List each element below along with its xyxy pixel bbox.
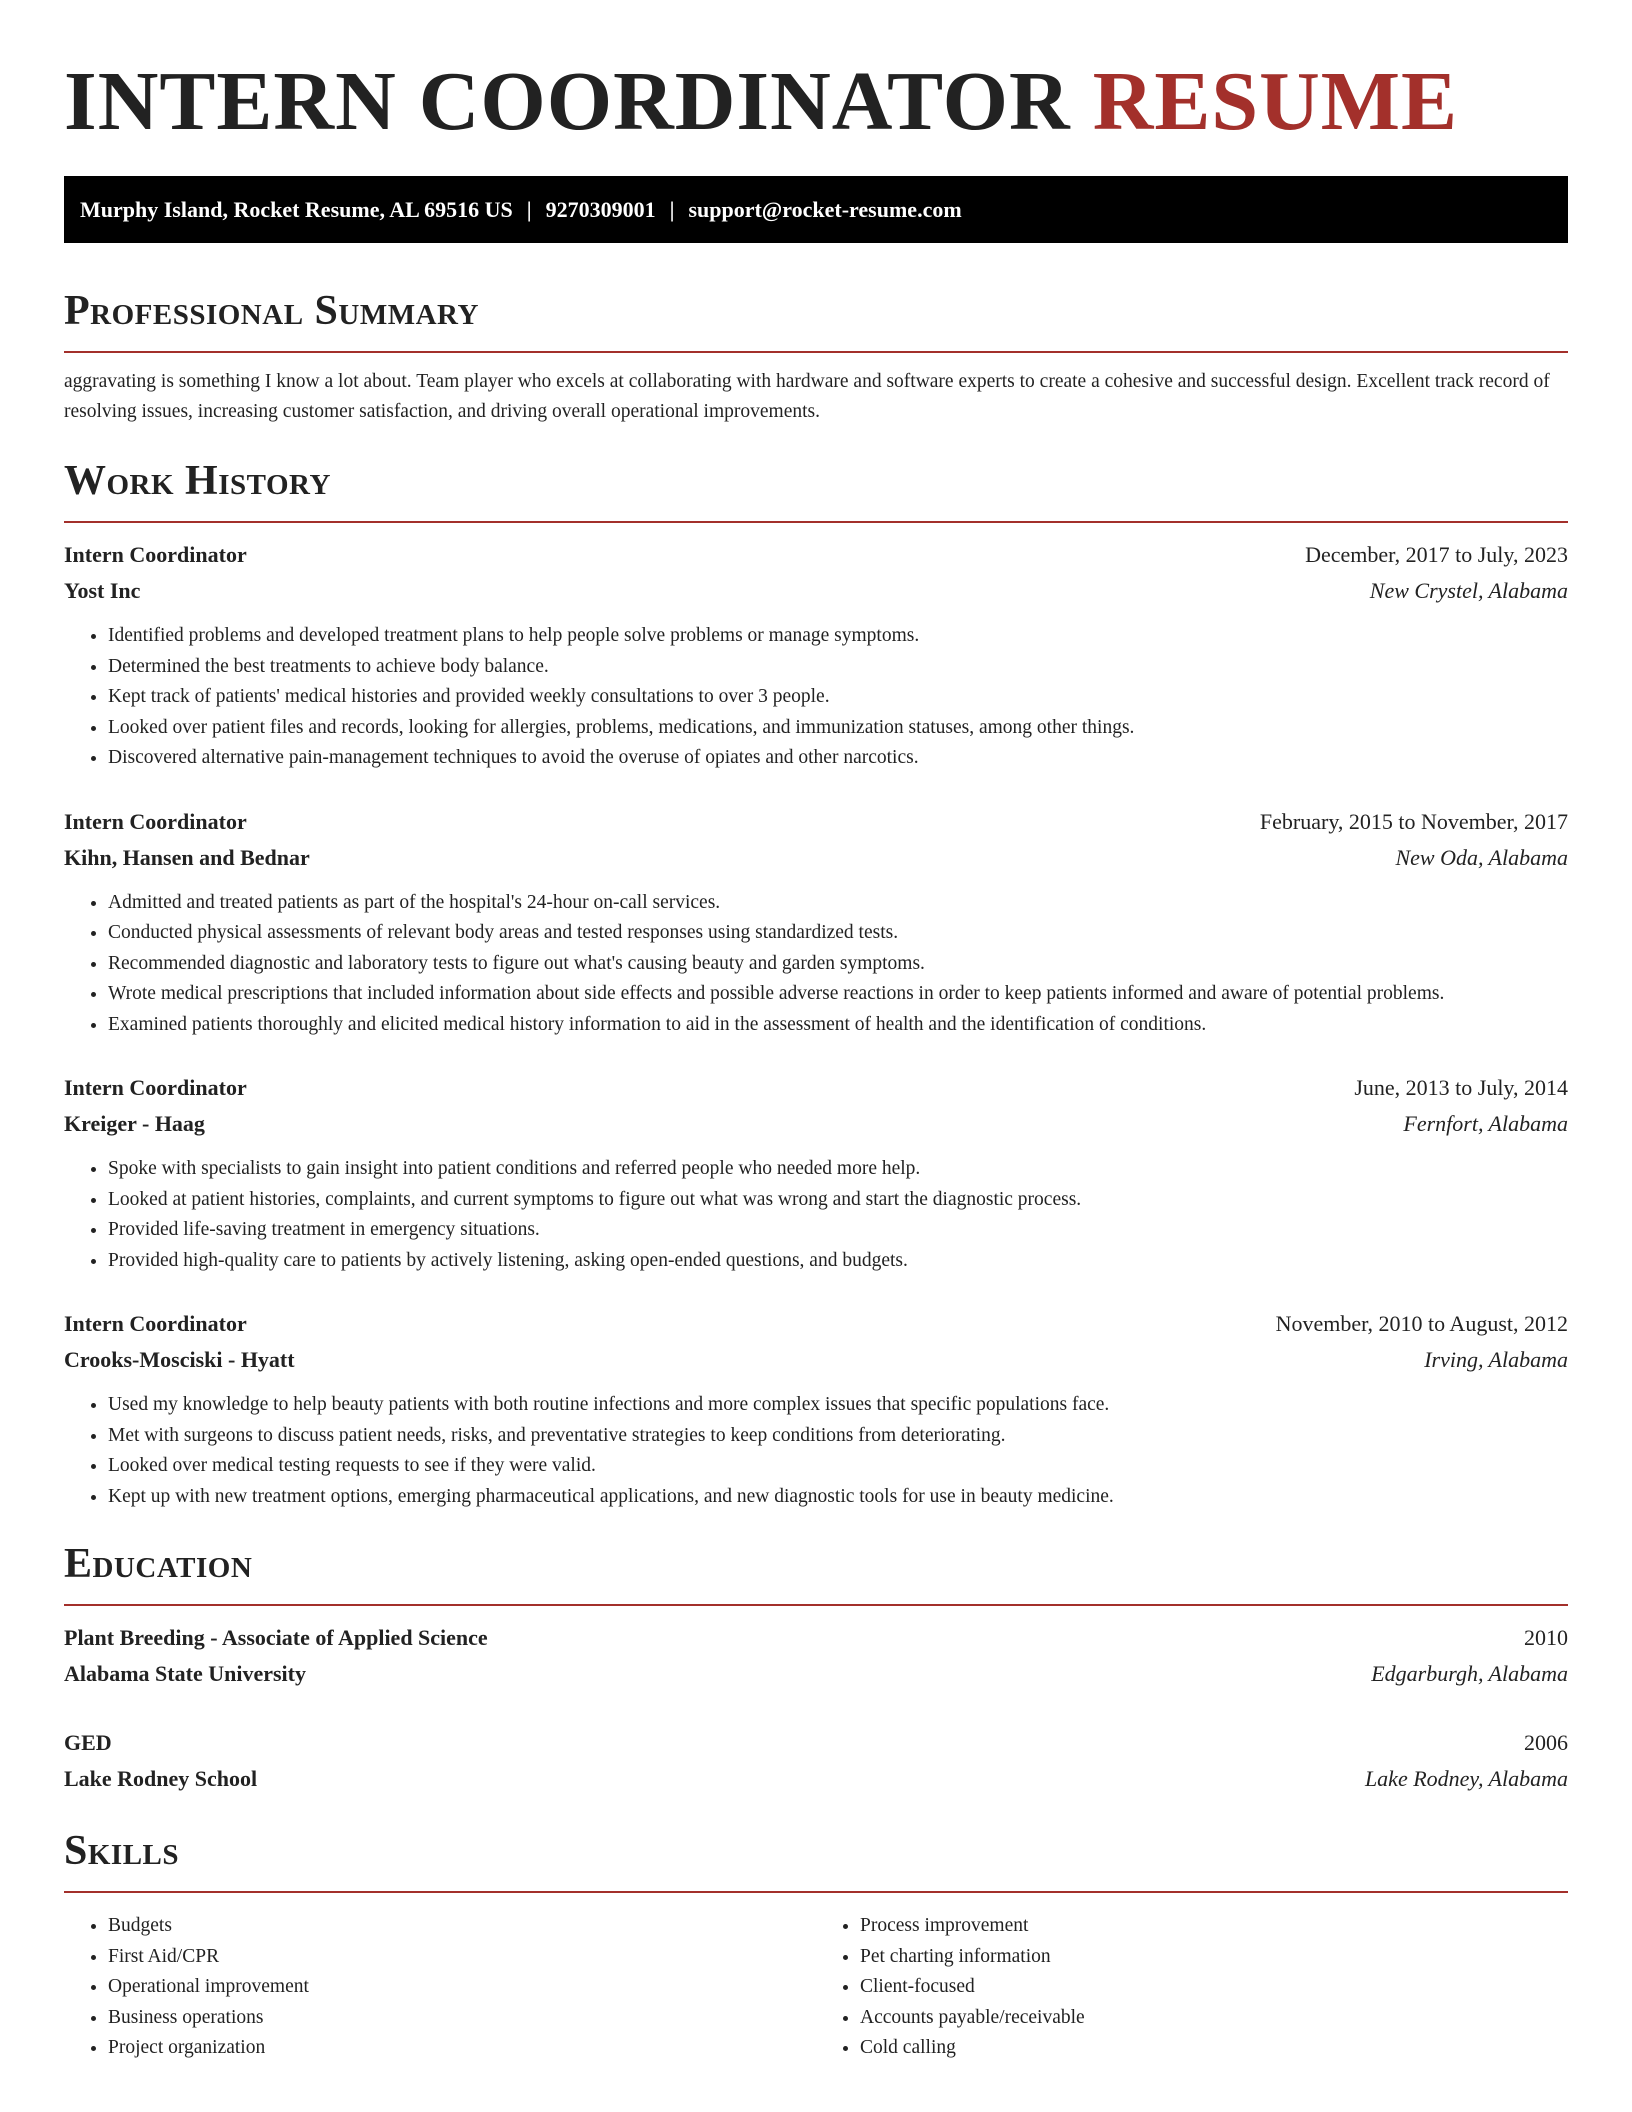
skill-item: • Operational improvement [108, 1972, 816, 2003]
section-title-work-history: Work History [64, 458, 331, 504]
job-duty-item: • Recommended diagnostic and laboratory tests to figure out what's causing beauty and garden symptoms. [108, 949, 1568, 980]
work-history-section [64, 457, 1568, 1512]
education-school: Alabama State University [64, 1661, 306, 1686]
education-degree: Plant Breeding - Associate of Applied Science [64, 1625, 488, 1650]
education-entry [64, 1620, 1568, 1692]
job-dates: June, 2013 to July, 2014 [1354, 1075, 1568, 1100]
contact-email: support@rocket-resume.com [688, 197, 962, 222]
job-duty-item: • Looked over patient files and records, looking for allergies, problems, medications, and immunization statuses, among other things. [108, 713, 1568, 744]
education-degree: GED [64, 1730, 112, 1755]
job-duty-item: • Provided life-saving treatment in emergency situations. [108, 1215, 1568, 1246]
job-duty-item: • Wrote medical prescriptions that included information about side effects and possible adverse reactions in order to keep patients informed and aware of potential problems. [108, 979, 1568, 1010]
job-duty-item: • Kept track of patients' medical histories and provided weekly consultations to over 3 people. [108, 682, 1568, 713]
education-school: Lake Rodney School [64, 1766, 258, 1791]
skill-item: • Budgets [108, 1911, 816, 1942]
job-duty-item: • Spoke with specialists to gain insight into patient conditions and referred people who needed more help. [108, 1154, 1568, 1185]
job-title: Intern Coordinator [64, 1311, 247, 1336]
skill-item: • Cold calling [860, 2033, 1568, 2064]
skills-list-right [816, 1911, 1568, 2064]
title-accent: RESUME [1092, 55, 1459, 148]
section-divider [64, 1604, 1568, 1606]
job-duty-item: • Kept up with new treatment options, emerging pharmaceutical applications, and new diagnostic tools for use in beauty medicine. [108, 1482, 1568, 1513]
summary-text: aggravating is something I know a lot about. Team player who excels at collaborating with hardware and software experts to create a cohesive and successful design. Excellent track record of resolving issues, increasing customer satisfaction, and driving overall operational improvements. [64, 371, 1550, 422]
job-duty-item: • Determined the best treatments to achieve body balance. [108, 652, 1568, 683]
section-title-skills: Skills [64, 1828, 180, 1874]
skill-item: • Accounts payable/receivable [860, 2003, 1568, 2034]
job-entry [64, 804, 1568, 1041]
job-company: Crooks-Mosciski - Hyatt [64, 1347, 295, 1372]
job-title: Intern Coordinator [64, 542, 247, 567]
summary-section [64, 287, 1568, 427]
resume-title [64, 0, 1568, 152]
job-dates: February, 2015 to November, 2017 [1259, 808, 1568, 834]
job-title: Intern Coordinator [64, 1075, 247, 1100]
education-location: Edgarburgh, Alabama [1371, 1661, 1568, 1686]
skill-item: • First Aid/CPR [108, 1942, 816, 1973]
education-year: 2006 [1524, 1730, 1568, 1755]
job-duty-item: • Admitted and treated patients as part of the hospital's 24-hour on-call services. [108, 888, 1568, 919]
job-header-row [64, 1070, 1568, 1106]
contact-separator: | [669, 197, 675, 222]
job-entry [64, 537, 1568, 774]
job-company: Kreiger - Haag [64, 1111, 205, 1136]
job-duty-item: • Looked at patient histories, complaints, and current symptoms to figure out what was wrong and start the diagnostic process. [108, 1185, 1568, 1216]
resume-page [64, 0, 1568, 2064]
education-school-row [64, 1656, 1568, 1692]
skills-section [64, 1827, 1568, 2064]
skill-item: • Process improvement [860, 1911, 1568, 1942]
job-location: Irving, Alabama [1424, 1347, 1568, 1372]
contact-separator: | [526, 197, 532, 222]
skills-list-left [64, 1911, 816, 2064]
skills-columns [64, 1907, 1568, 2064]
job-duty-item: • Conducted physical assessments of relevant body areas and tested responses using standardized tests. [108, 918, 1568, 949]
job-company: Kihn, Hansen and Bednar [64, 844, 310, 870]
job-entry [64, 1306, 1568, 1512]
job-company-row [64, 573, 1568, 609]
contact-bar [64, 176, 1568, 243]
skill-item: • Business operations [108, 2003, 816, 2034]
section-title-summary: Professional Summary [64, 288, 479, 334]
job-company: Yost Inc [64, 578, 141, 603]
job-header-row [64, 1306, 1568, 1342]
education-location: Lake Rodney, Alabama [1364, 1766, 1568, 1791]
job-company-row [64, 1342, 1568, 1378]
job-duties [64, 1390, 1568, 1512]
job-duty-item: • Discovered alternative pain-management techniques to avoid the overuse of opiates and other narcotics. [108, 743, 1568, 774]
job-entry [64, 1070, 1568, 1276]
job-header-row [64, 804, 1568, 840]
job-duty-item: • Identified problems and developed treatment plans to help people solve problems or manage symptoms. [108, 621, 1568, 652]
skill-item: • Client-focused [860, 1972, 1568, 2003]
job-header-row [64, 537, 1568, 573]
job-duties [64, 888, 1568, 1041]
section-divider [64, 1891, 1568, 1893]
contact-phone: 9270309001 [545, 197, 656, 222]
job-location: Fernfort, Alabama [1403, 1111, 1568, 1136]
job-duties [64, 1154, 1568, 1276]
job-duty-item: • Looked over medical testing requests to see if they were valid. [108, 1451, 1568, 1482]
education-year: 2010 [1524, 1625, 1568, 1650]
section-divider [64, 521, 1568, 523]
job-location: New Crystel, Alabama [1369, 578, 1568, 603]
skill-item: • Pet charting information [860, 1942, 1568, 1973]
job-duty-item: • Provided high-quality care to patients by actively listening, asking open-ended questions, and budgets. [108, 1246, 1568, 1277]
education-header-row [64, 1620, 1568, 1656]
contact-address: Murphy Island, Rocket Resume, AL 69516 US [80, 197, 513, 222]
skill-item: • Project organization [108, 2033, 816, 2064]
education-header-row [64, 1725, 1568, 1761]
job-company-row [64, 1106, 1568, 1142]
education-school-row [64, 1761, 1568, 1797]
section-title-education: Education [64, 1541, 253, 1587]
education-section [64, 1540, 1568, 1797]
job-dates: November, 2010 to August, 2012 [1275, 1311, 1568, 1336]
title-main: INTERN COORDINATOR [64, 55, 1071, 148]
job-dates: December, 2017 to July, 2023 [1305, 542, 1568, 567]
job-duty-item: • Met with surgeons to discuss patient needs, risks, and preventative strategies to keep conditions from deteriorating. [108, 1421, 1568, 1452]
job-duties [64, 621, 1568, 774]
education-entry [64, 1725, 1568, 1797]
job-company-row [64, 840, 1568, 876]
job-title: Intern Coordinator [64, 808, 247, 834]
section-divider [64, 351, 1568, 353]
job-duty-item: • Used my knowledge to help beauty patients with both routine infections and more complex issues that specific populations face. [108, 1390, 1568, 1421]
job-location: New Oda, Alabama [1395, 844, 1568, 870]
job-duty-item: • Examined patients thoroughly and elicited medical history information to aid in the assessment of health and the identification of conditions. [108, 1010, 1568, 1041]
